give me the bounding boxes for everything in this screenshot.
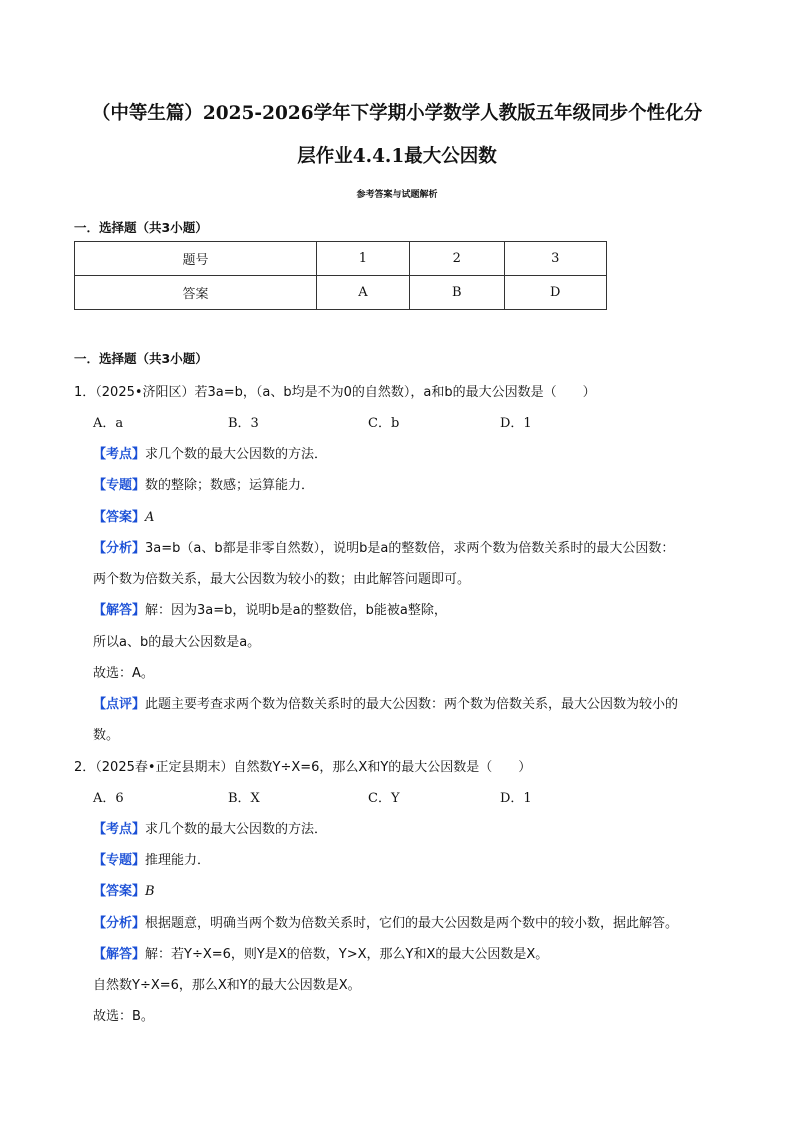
q1-option-c: C．b — [368, 416, 400, 431]
q2-zhuanti — [93, 849, 210, 868]
section-heading-summary: 一．选择题（共3小题） — [74, 220, 208, 235]
q1-zhuanti — [93, 474, 314, 493]
document-title-line-2: 层作业4.4.1最大公因数 — [297, 146, 497, 167]
q1-fenxi — [93, 537, 674, 556]
tag-daan: 【答案】 — [93, 510, 146, 525]
q1-jieda-line-3: 故选：A。 — [93, 666, 154, 681]
table-cell: 答案 — [75, 276, 317, 310]
q2-jieda — [93, 943, 548, 962]
q2-option-a: A．6 — [93, 791, 124, 806]
answer-table-row-numbers — [75, 242, 607, 276]
q2-jieda-line-2: 自然数Y÷X=6，那么X和Y的最大公因数是X。 — [93, 978, 361, 993]
tag-zhuanti: 【专题】 — [93, 478, 146, 493]
table-cell: 3 — [504, 242, 606, 276]
q1-answer — [93, 506, 154, 525]
q1-dianping-text-1: 此题主要考查求两个数为倍数关系时的最大公因数：两个数为倍数关系，最大公因数为较小的 — [145, 697, 679, 712]
tag-jieda: 【解答】 — [93, 947, 146, 962]
question-2-stem: 2．（2025春•正定县期末）自然数Y÷X=6，那么X和Y的最大公因数是（ ） — [74, 760, 532, 775]
tag-kaodian: 【考点】 — [93, 822, 146, 837]
q1-jieda — [93, 599, 447, 618]
answer-table — [74, 241, 607, 310]
table-cell: 1 — [316, 242, 409, 276]
tag-fenxi: 【分析】 — [93, 916, 146, 931]
q2-fenxi — [93, 912, 678, 931]
tag-dianping: 【点评】 — [93, 697, 146, 712]
q1-option-a: A．a — [93, 416, 124, 431]
section-heading-questions: 一．选择题（共3小题） — [74, 351, 208, 366]
question-1-stem: 1．（2025•济阳区）若3a=b，（a、b均是不为0的自然数），a和b的最大公因数是（ ） — [74, 385, 596, 400]
q2-kaodian-text: 求几个数的最大公因数的方法． — [145, 822, 328, 837]
table-cell: A — [316, 276, 409, 310]
q1-fenxi-line-2: 两个数为倍数关系，最大公因数为较小的数；由此解答问题即可。 — [93, 572, 471, 587]
q1-option-d: D．1 — [500, 416, 532, 431]
q2-jieda-text-1: 解：若Y÷X=6，则Y是X的倍数，Y>X，那么Y和X的最大公因数是X。 — [145, 947, 549, 962]
tag-zhuanti: 【专题】 — [93, 853, 146, 868]
tag-kaodian: 【考点】 — [93, 447, 146, 462]
answer-table-row-answers — [75, 276, 607, 310]
q2-answer — [93, 880, 155, 899]
tag-fenxi: 【分析】 — [93, 541, 146, 556]
q1-kaodian-text: 求几个数的最大公因数的方法． — [145, 447, 328, 462]
table-cell: 2 — [409, 242, 504, 276]
q1-dianping — [93, 693, 678, 712]
table-cell: B — [409, 276, 504, 310]
q1-dianping-line-2: 数。 — [93, 728, 120, 743]
q1-jieda-line-2: 所以a、b的最大公因数是a。 — [93, 635, 261, 650]
q2-kaodian — [93, 818, 327, 837]
q1-kaodian — [93, 443, 327, 462]
document-subtitle: 参考答案与试题解析 — [356, 190, 438, 200]
q1-zhuanti-text: 数的整除；数感；运算能力． — [145, 478, 315, 493]
q2-fenxi-text: 根据题意，明确当两个数为倍数关系时，它们的最大公因数是两个数中的较小数，据此解答。 — [145, 916, 679, 931]
q2-answer-text: B — [145, 884, 155, 899]
q1-jieda-text-1: 解：因为3a=b，说明b是a的整数倍，b能被a整除， — [145, 603, 447, 618]
table-cell: D — [504, 276, 606, 310]
q1-answer-text: A — [145, 510, 155, 525]
q2-zhuanti-text: 推理能力． — [145, 853, 211, 868]
tag-jieda: 【解答】 — [93, 603, 146, 618]
q1-fenxi-text-1: 3a=b（a、b都是非零自然数），说明b是a的整数倍，求两个数为倍数关系时的最大公因数： — [145, 541, 675, 556]
q2-option-c: C．Y — [368, 791, 400, 806]
tag-daan: 【答案】 — [93, 884, 146, 899]
q2-option-d: D．1 — [500, 791, 532, 806]
q2-option-b: B．X — [228, 791, 260, 806]
q1-option-b: B．3 — [228, 416, 259, 431]
q2-jieda-line-3: 故选：B。 — [93, 1009, 154, 1024]
document-title-line-1: （中等生篇）2025-2026学年下学期小学数学人教版五年级同步个性化分 — [91, 103, 703, 124]
table-cell: 题号 — [75, 242, 317, 276]
